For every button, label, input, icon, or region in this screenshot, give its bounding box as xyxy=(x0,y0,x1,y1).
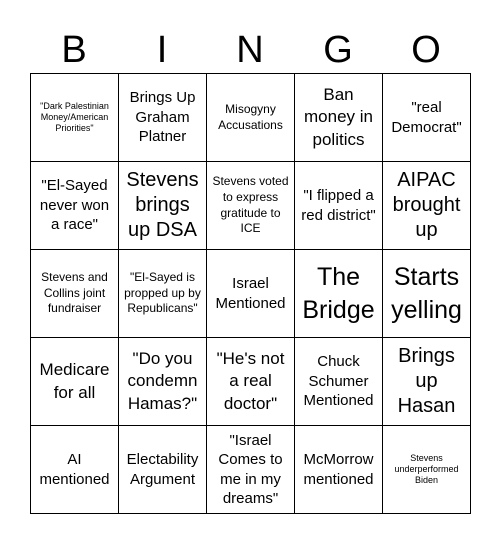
cell-text: "Dark Palestinian Money/American Priorities" xyxy=(40,100,109,134)
cell-text: AI mentioned xyxy=(39,451,110,488)
cell-text: Starts yelling xyxy=(391,263,462,324)
cell-text: Brings up Hasan xyxy=(397,345,456,417)
bingo-cell[interactable] xyxy=(31,338,119,426)
cell-text: Stevens and Collins joint fundraiser xyxy=(41,270,108,316)
cell-text: "Do you condemn Hamas?" xyxy=(127,348,198,413)
bingo-cell[interactable] xyxy=(31,426,119,514)
cell-text: Stevens voted to express gratitude to ICE xyxy=(212,174,289,236)
bingo-cell[interactable] xyxy=(31,250,119,338)
cell-text: Brings Up Graham Platner xyxy=(129,89,196,146)
bingo-cell[interactable] xyxy=(295,162,383,250)
cell-text: Israel Mentioned xyxy=(215,275,286,312)
cell-text: Electability Argument xyxy=(126,451,199,488)
bingo-cell[interactable] xyxy=(383,162,471,250)
header-letter-g: G xyxy=(323,29,353,71)
bingo-cell[interactable] xyxy=(295,74,383,162)
bingo-board xyxy=(30,73,471,514)
cell-text: "He's not a real doctor" xyxy=(216,348,285,413)
cell-text: McMorrow mentioned xyxy=(303,451,374,488)
bingo-cell[interactable] xyxy=(207,338,295,426)
bingo-cell[interactable] xyxy=(207,426,295,514)
cell-text: Chuck Schumer Mentioned xyxy=(303,353,374,410)
bingo-cell[interactable] xyxy=(383,426,471,514)
header-letter-o: O xyxy=(411,29,441,71)
header-letter-n: N xyxy=(236,29,264,71)
bingo-cell[interactable] xyxy=(31,74,119,162)
bingo-cell[interactable] xyxy=(207,162,295,250)
bingo-cell[interactable] xyxy=(383,250,471,338)
cell-text: AIPAC brought up xyxy=(392,169,461,241)
bingo-cell[interactable] xyxy=(383,74,471,162)
bingo-cell[interactable] xyxy=(119,74,207,162)
header-letter-b: B xyxy=(61,29,87,71)
bingo-cell[interactable] xyxy=(31,162,119,250)
cell-text: "I flipped a red district" xyxy=(301,187,376,224)
cell-text: "El-Sayed never won a race" xyxy=(39,177,110,234)
cell-text: Stevens underperformed Biden xyxy=(394,452,459,486)
cell-text: Medicare for all xyxy=(39,360,110,402)
cell-text: "Israel Comes to me in my dreams" xyxy=(218,431,283,507)
bingo-header xyxy=(30,26,470,74)
bingo-cell[interactable] xyxy=(295,250,383,338)
bingo-cell[interactable] xyxy=(295,426,383,514)
bingo-cell[interactable] xyxy=(119,250,207,338)
bingo-cell[interactable] xyxy=(119,338,207,426)
cell-text: "real Democrat" xyxy=(391,99,462,136)
cell-text: "El-Sayed is propped up by Republicans" xyxy=(124,270,201,316)
header-letter-i: I xyxy=(156,29,168,71)
bingo-cell[interactable] xyxy=(119,162,207,250)
cell-text: Misogyny Accusations xyxy=(218,101,283,132)
cell-text: Ban money in politics xyxy=(304,84,373,149)
bingo-cell[interactable] xyxy=(207,250,295,338)
bingo-cell[interactable] xyxy=(207,74,295,162)
bingo-cell[interactable] xyxy=(383,338,471,426)
cell-text: Stevens brings up DSA xyxy=(126,169,199,241)
bingo-cell[interactable] xyxy=(119,426,207,514)
cell-text: The Bridge xyxy=(302,263,375,324)
bingo-cell[interactable] xyxy=(295,338,383,426)
